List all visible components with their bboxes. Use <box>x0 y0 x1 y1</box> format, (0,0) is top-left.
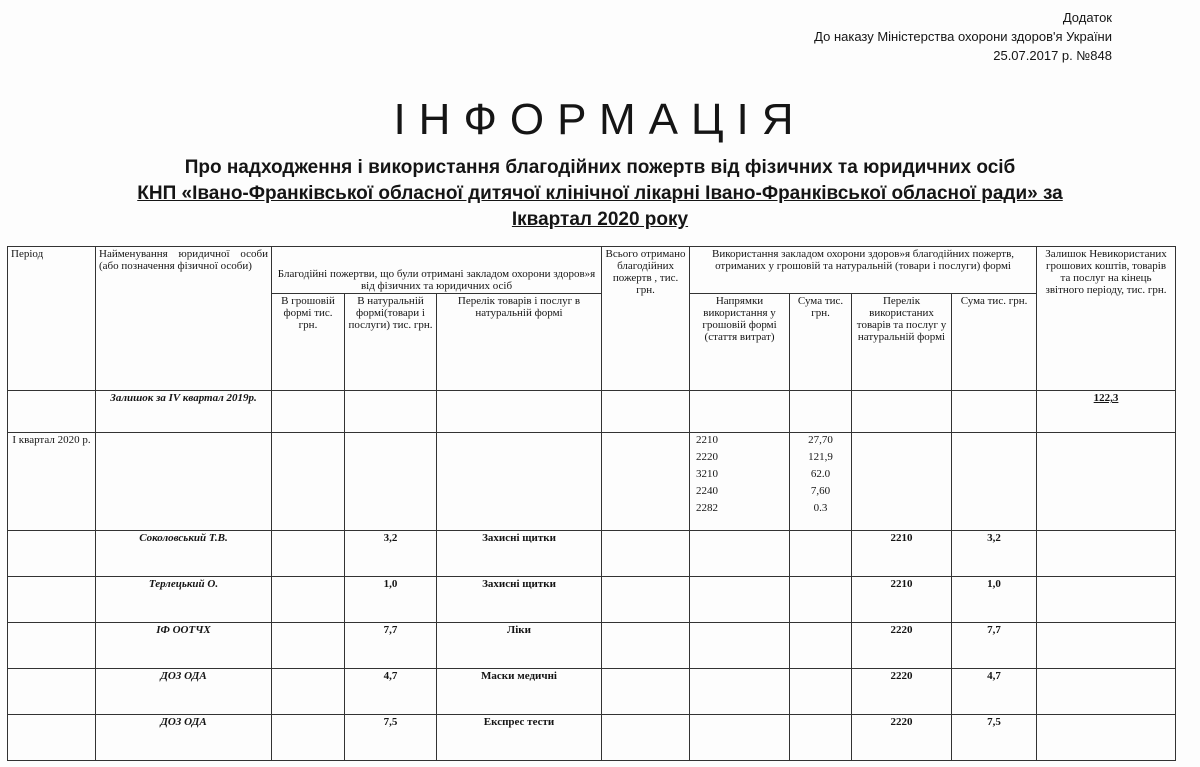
goods-description: Захисні щитки <box>437 577 602 623</box>
in-kind-value: 3,2 <box>345 531 437 577</box>
donation-row <box>8 715 1176 761</box>
kind-code: 2220 <box>852 669 952 715</box>
subtitle-line-3: Іквартал 2020 року <box>511 209 689 230</box>
donor-name: ДОЗ ОДА <box>96 715 272 761</box>
cash-codes-list <box>690 433 790 531</box>
document-title: ІНФОРМАЦІЯ <box>393 95 807 144</box>
cash-code: 2282 <box>696 502 719 514</box>
opening-balance-row <box>8 391 1176 433</box>
goods-description: Захисні щитки <box>437 531 602 577</box>
in-kind-value: 1,0 <box>345 577 437 623</box>
header-in-kind: В натуральній формі(товари і послуги) тис. грн. <box>345 294 437 391</box>
cash-sum: 0.3 <box>813 502 828 514</box>
kind-sum: 1,0 <box>952 577 1037 623</box>
header-in-cash: В грошовій формі тис. грн. <box>272 294 345 391</box>
donation-row <box>8 531 1176 577</box>
quarter-row <box>8 433 1176 531</box>
opening-balance-label: Залишок за IV квартал 2019р. <box>96 391 272 433</box>
kind-sum: 4,7 <box>952 669 1037 715</box>
kind-sum: 7,7 <box>952 623 1037 669</box>
donation-row <box>8 623 1176 669</box>
kind-code: 2220 <box>852 715 952 761</box>
kind-sum: 7,5 <box>952 715 1037 761</box>
donor-name: Терлецький О. <box>96 577 272 623</box>
donation-row <box>8 669 1176 715</box>
subtitle-line-2: КНП «Івано-Франківської обласної дитячої клінічної лікарні Івано-Франківської обласної ради» за <box>137 183 1063 204</box>
quarter-period: І квартал 2020 р. <box>8 433 96 531</box>
cash-sum: 27,70 <box>808 434 833 446</box>
header-received-group: Благодійні пожертви, що були отримані закладом охорони здоров»я від фізичних та юридичних осіб <box>272 247 602 294</box>
cash-code: 2240 <box>696 485 719 497</box>
header-cash-sum: Сума тис. грн. <box>790 294 852 391</box>
annex-block <box>814 8 1112 65</box>
kind-sum: 3,2 <box>952 531 1037 577</box>
goods-description: Експрес тести <box>437 715 602 761</box>
header-row-1 <box>8 247 1176 294</box>
header-total: Всього отримано благодійних пожертв , тис. грн. <box>602 247 690 391</box>
donation-row <box>8 577 1176 623</box>
in-kind-value: 7,7 <box>345 623 437 669</box>
cash-code: 2220 <box>696 451 719 463</box>
cash-sums-list <box>790 433 852 531</box>
annex-line-1: Додаток <box>1062 10 1112 25</box>
goods-description: Ліки <box>437 623 602 669</box>
header-balance: Залишок Невикористаних грошових коштів, товарів та послуг на кінець звітного періоду, тис. грн. <box>1037 247 1176 391</box>
header-period: Період <box>8 247 96 391</box>
in-kind-value: 4,7 <box>345 669 437 715</box>
header-kind-list: Перелік використаних товарів та послуг у натуральній формі <box>852 294 952 391</box>
header-name: Найменування юридичної особи (або позначення фізичної особи) <box>96 247 272 391</box>
kind-code: 2210 <box>852 531 952 577</box>
header-usage-group: Використання закладом охорони здоров»я благодійних пожертв, отриманих у грошовій та натуральній (товари і послуги) формі <box>690 247 1037 294</box>
header-cash-directions: Напрямки використання у грошовій формі (стаття витрат) <box>690 294 790 391</box>
donor-name: ДОЗ ОДА <box>96 669 272 715</box>
donor-name: Соколовський Т.В. <box>96 531 272 577</box>
kind-code: 2210 <box>852 577 952 623</box>
annex-line-2: До наказу Міністерства охорони здоров'я України <box>814 29 1112 44</box>
header-kind-sum: Сума тис. грн. <box>952 294 1037 391</box>
document-subtitle <box>40 155 1160 233</box>
subtitle-line-1: Про надходження і використання благодійних пожертв від фізичних та юридичних осіб <box>184 157 1016 178</box>
cash-code: 2210 <box>696 434 719 446</box>
cash-sum: 62.0 <box>810 468 831 480</box>
cash-sum: 7,60 <box>810 485 831 497</box>
cash-code: 3210 <box>696 468 719 480</box>
goods-description: Маски медичні <box>437 669 602 715</box>
header-goods-list: Перелік товарів і послуг в натуральній формі <box>437 294 602 391</box>
in-kind-value: 7,5 <box>345 715 437 761</box>
annex-line-3: 25.07.2017 р. №848 <box>993 48 1112 63</box>
opening-balance-value: 122,3 <box>1037 391 1176 433</box>
donations-table <box>7 246 1176 761</box>
cash-sum: 121,9 <box>808 451 833 463</box>
kind-code: 2220 <box>852 623 952 669</box>
donor-name: ІФ ООТЧХ <box>96 623 272 669</box>
